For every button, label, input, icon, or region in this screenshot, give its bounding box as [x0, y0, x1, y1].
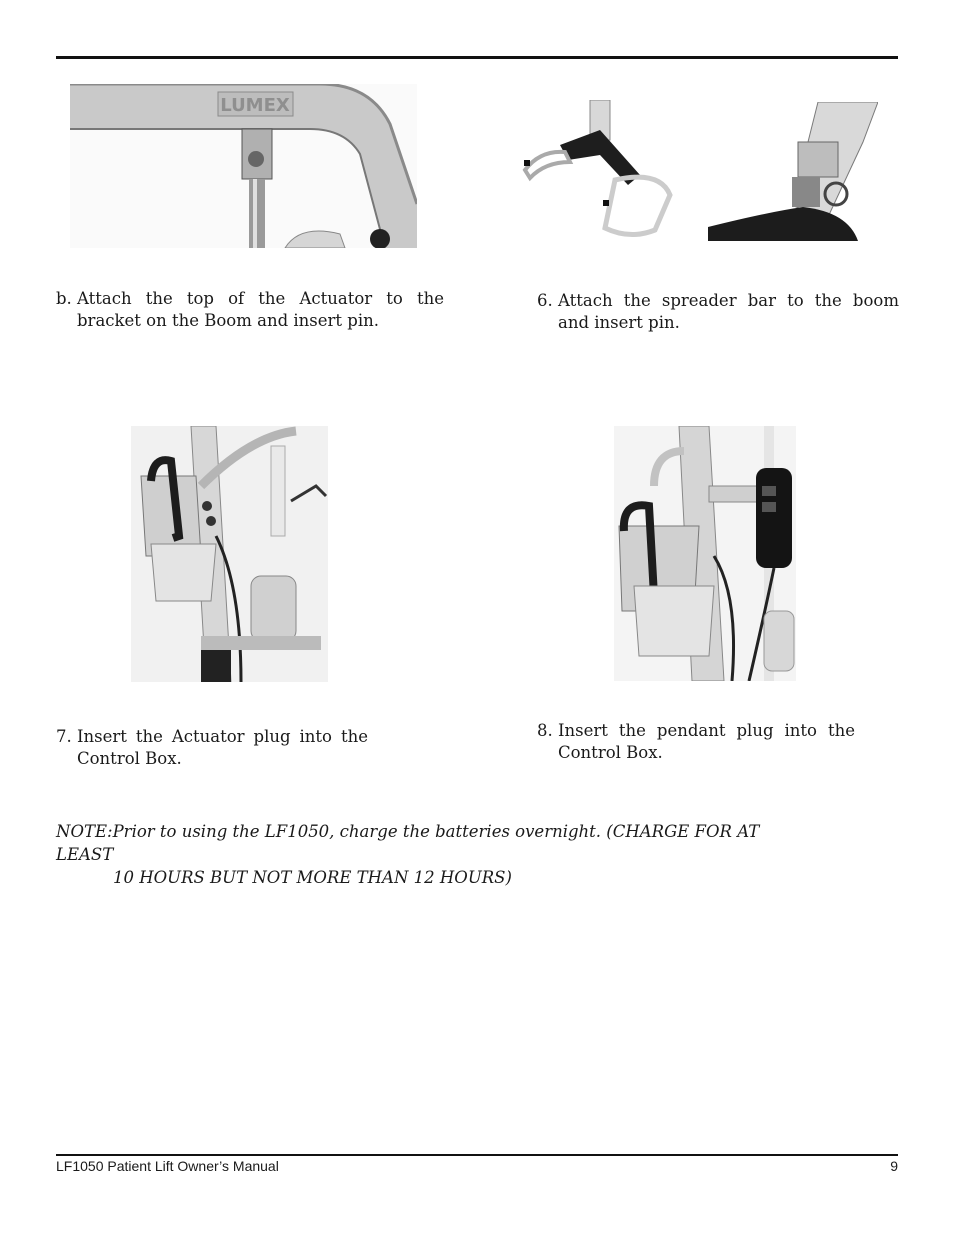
note-line-2: 10 HOURS BUT NOT MORE THAN 12 HOURS): [113, 868, 512, 887]
step-6: [537, 290, 899, 334]
step-b: [56, 288, 444, 332]
step-6-number: 6.: [537, 291, 553, 310]
photo-pendant-plug: [614, 426, 796, 681]
charging-note: [56, 820, 776, 889]
lumex-logo: LUMEX: [220, 95, 290, 116]
photo-boom-pin: [708, 102, 878, 241]
step-7-text: Insert the Actuator plug into the Control Box.: [77, 727, 368, 768]
photo-actuator-bracket: [70, 84, 417, 248]
photo-actuator-plug: [131, 426, 328, 682]
step-7-number: 7.: [56, 727, 72, 746]
step-b-text: Attach the top of the Actuator to the bracket on the Boom and insert pin.: [77, 289, 444, 330]
footer-rule: [56, 1154, 898, 1156]
step-6-text: Attach the spreader bar to the boom and insert pin.: [558, 291, 899, 332]
step-8: [537, 720, 855, 764]
photo-spreader-bar: [520, 100, 675, 242]
footer-page-number: 9: [890, 1158, 898, 1174]
header-rule: [56, 56, 898, 59]
step-8-text: Insert the pendant plug into the Control Box.: [558, 721, 855, 762]
note-line-1: NOTE:Prior to using the LF1050, charge the batteries overnight. (CHARGE FOR AT LEAST: [56, 822, 760, 864]
step-b-number: b.: [56, 289, 72, 308]
footer-manual-title: LF1050 Patient Lift Owner’s Manual: [56, 1158, 279, 1174]
step-8-number: 8.: [537, 721, 553, 740]
step-7: [56, 726, 368, 770]
